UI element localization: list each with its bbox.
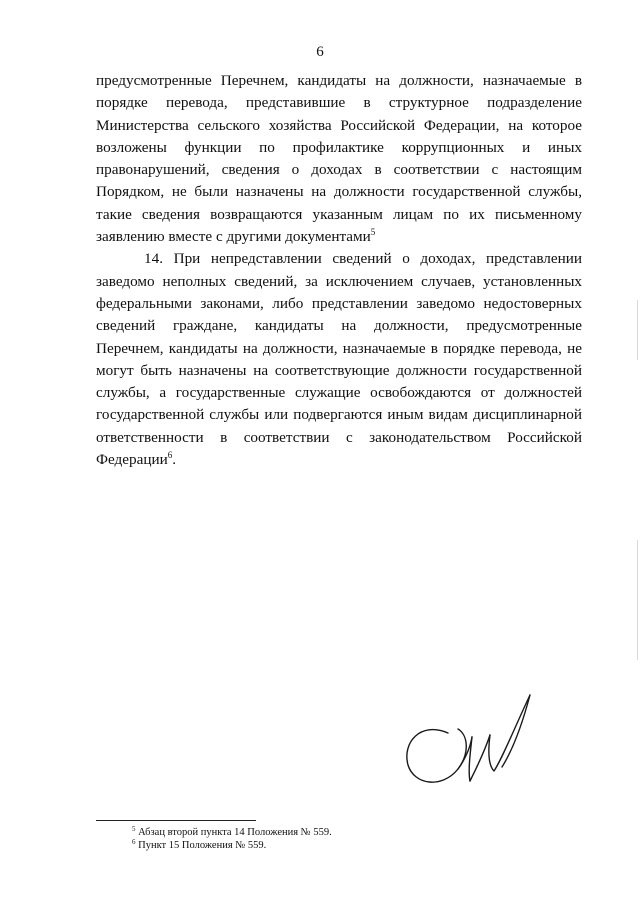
paragraph-continuation — [96, 70, 582, 248]
footnote-5 — [96, 826, 396, 839]
footnote-text: Пункт 15 Положения № 559. — [135, 840, 267, 851]
scan-edge-mark — [637, 300, 638, 360]
footnote-6 — [96, 839, 396, 852]
footnote-text: Абзац второй пункта 14 Положения № 559. — [135, 827, 332, 838]
footnote-divider — [96, 820, 256, 821]
footnote-reference: 5 — [370, 227, 376, 238]
body-text — [96, 70, 582, 471]
scan-edge-mark — [637, 540, 638, 660]
footnotes — [96, 820, 396, 852]
footnote-mark: 6 — [132, 838, 136, 846]
paragraph-tail: . — [172, 451, 177, 469]
handwritten-signature — [398, 685, 548, 795]
page-number: 6 — [316, 44, 324, 60]
footnote-reference: 6 — [167, 450, 173, 461]
paragraph-item-14 — [96, 248, 582, 471]
paragraph-text: предусмотренные Перечнем, кандидаты на должности, назначаемые в порядке перевода, представившие в структурное подразделение Министерства сельского хозяйства Российской Федерации, на которое возложены функции по профилактике коррупционных и иных правонарушений, сведения о доходах в соответствии с настоящим Порядком, не были назначены на должности государственной службы, такие сведения возвращаются указанным лицам по их письменному заявлению вместе с другими документами — [96, 72, 582, 246]
paragraph-text: 14. При непредставлении сведений о доходах, представлении заведомо неполных сведений, за исключением случаев, установленных федеральными законами, либо представлении заведомо недостоверных сведений граждане, кандидаты на должности, предусмотренные Перечнем, кандидаты на должности, назначаемые в порядке перевода, не могут быть назначены на соответствующие должности государственной службы, а государственные служащие освобождаются от должностей государственной службы или подвергаются иным видам дисциплинарной ответственности в соответствии с законодательством Российской Федерации — [96, 250, 582, 469]
footnote-mark: 5 — [132, 825, 136, 833]
